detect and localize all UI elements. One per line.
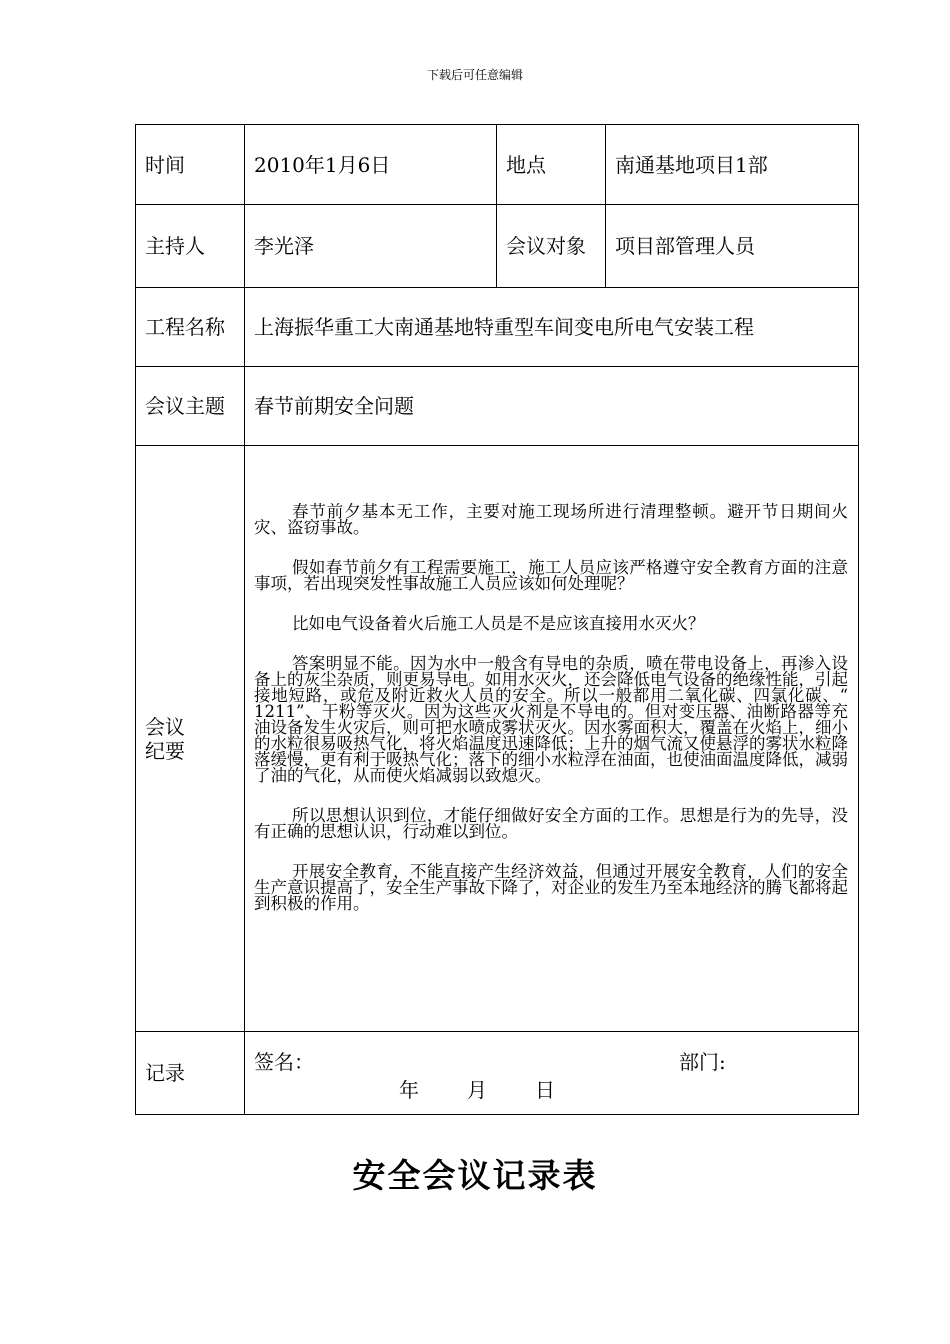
row-record [136, 1032, 859, 1115]
record-label: 记录 [136, 1032, 245, 1115]
minutes-content [245, 446, 859, 1032]
minutes-paragraph-2: 假如春节前夕有工程需要施工，施工人员应该严格遵守安全教育方面的注意事项，若出现突发性事故施工人员应该如何处理呢？ [254, 558, 848, 593]
day-label: 日 [535, 1078, 555, 1102]
time-label: 时间 [136, 125, 245, 205]
department-label: 部门: [679, 1050, 726, 1074]
document-title: 安全会议记录表 [352, 1156, 598, 1195]
date-line [399, 1078, 858, 1102]
audience-value: 项目部管理人员 [606, 205, 859, 288]
row-minutes [136, 446, 859, 1032]
row-time-place [136, 125, 859, 205]
minutes-paragraph-4: 答案明显不能。因为水中一般含有导电的杂质，喷在带电设备上，再渗入设备上的灰尘杂质，则更易导电。如用水灭火，还会降低电气设备的绝缘性能，引起接地短路，或危及附近救火人员的安全。所以一般都用二氧化碳、四氯化碳、“ 1211”、干粉等灭火。因为这些灭火剂是不导电的。但对变压器、油断路器等充油设备发生火灾后，则可把水喷成雾状灭火。因水雾面积大，覆盖在火焰上，细小的水粒很易吸热气化，将火焰温度迅速降低；上升的烟气流又使悬浮的雾状水粒降落缓慢，更有利于吸热气化；落下的细小水粒浮在油面，也使油面温度降低，减弱了油的气化，从而使火焰减弱以致熄灭。 [254, 654, 848, 785]
minutes-label-text: 会议纪要 [145, 714, 185, 763]
place-value: 南通基地项目1部 [606, 125, 859, 205]
meeting-record-table [135, 124, 859, 1115]
signature-label: 签名： [254, 1050, 314, 1074]
time-value: 2010年1月6日 [245, 125, 497, 205]
minutes-paragraph-3: 比如电气设备着火后施工人员是不是应该直接用水灭火？ [292, 614, 705, 633]
project-value: 上海振华重工大南通基地特重型车间变电所电气安装工程 [245, 288, 859, 367]
place-label: 地点 [497, 125, 606, 205]
minutes-paragraph-6: 开展安全教育，不能直接产生经济效益，但通过开展安全教育，人们的安全生产意识提高了，安全生产事故下降了，对企业的发生乃至本地经济的腾飞都将起到积极的作用。 [254, 862, 848, 913]
topic-value: 春节前期安全问题 [245, 367, 859, 446]
minutes-paragraph-5: 所以思想认识到位，才能仔细做好安全方面的工作。思想是行为的先导，没有正确的思想认识，行动难以到位。 [254, 806, 848, 841]
header-note: 下载后可任意编辑 [426, 68, 523, 82]
minutes-paragraph-1: 春节前夕基本无工作，主要对施工现场所进行清理整顿。避开节日期间火灾、盗窃事故。 [254, 502, 848, 537]
audience-label: 会议对象 [497, 205, 606, 288]
row-topic [136, 367, 859, 446]
month-label: 月 [467, 1078, 487, 1102]
host-label: 主持人 [136, 205, 245, 288]
row-host-audience [136, 205, 859, 288]
row-project [136, 288, 859, 367]
project-label: 工程名称 [136, 288, 245, 367]
minutes-label [136, 446, 245, 1032]
record-content [245, 1032, 859, 1115]
host-value: 李光泽 [245, 205, 497, 288]
topic-label: 会议主题 [136, 367, 245, 446]
year-label: 年 [399, 1078, 419, 1102]
